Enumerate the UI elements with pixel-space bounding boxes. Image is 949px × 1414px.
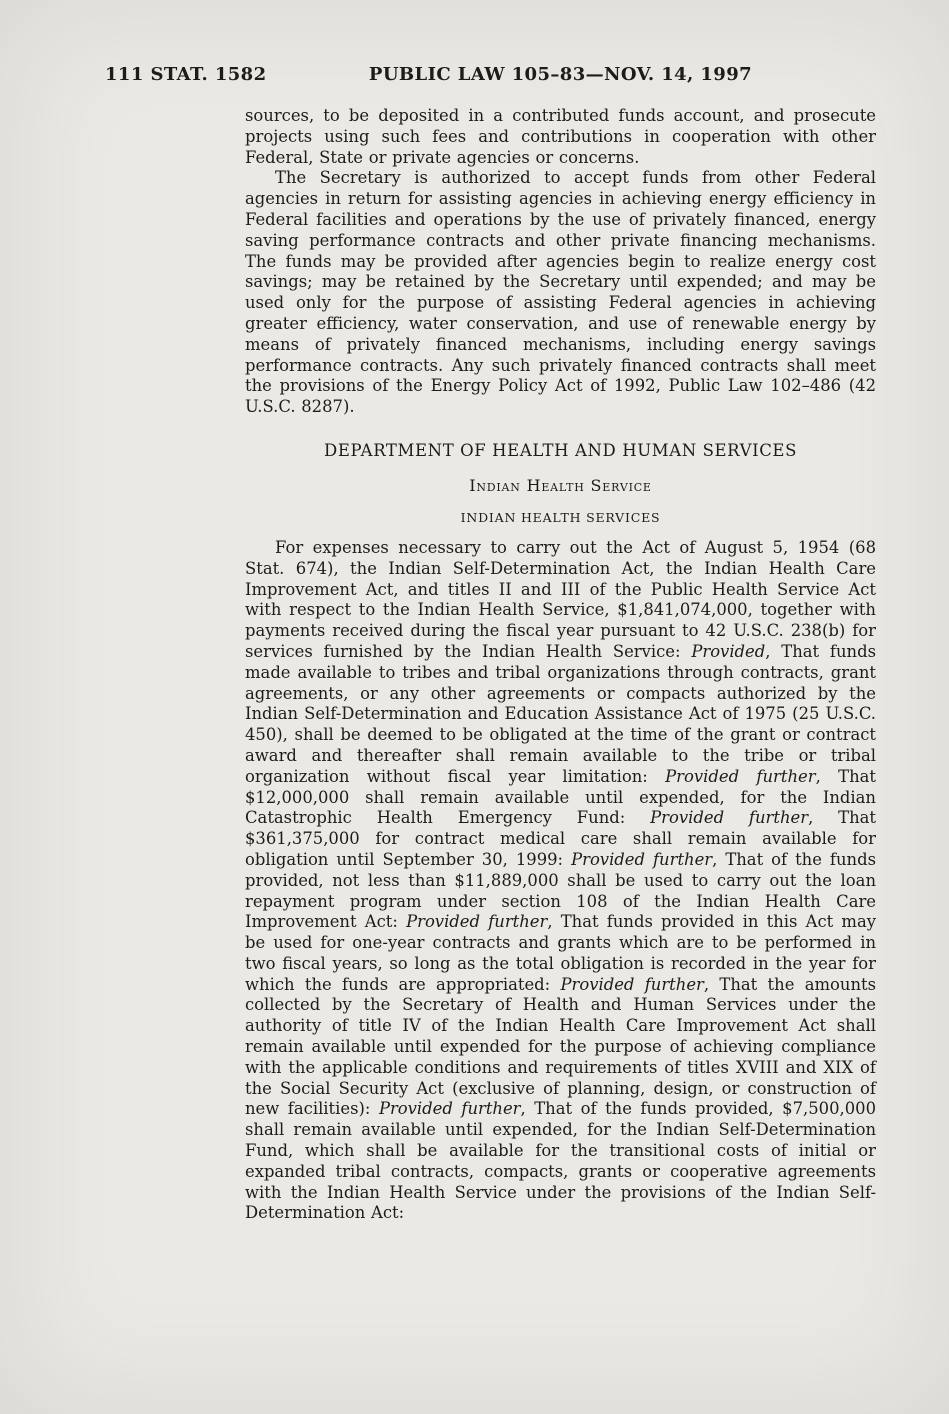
heading-indian-health-service: Indian Health Service [469,475,652,495]
heading-indian-health-services: INDIAN HEALTH SERVICES [460,509,661,525]
law-title: PUBLIC LAW 105–83—NOV. 14, 1997 [368,64,753,85]
body-text-column [245,106,876,1224]
running-head [0,64,949,90]
heading-department-hhs: DEPARTMENT OF HEALTH AND HUMAN SERVICES [324,440,797,460]
statute-page-number: 111 STAT. 1582 [105,64,267,85]
paragraph-ihs-appropriation: For expenses necessary to carry out the Act of August 5, 1954 (68 Stat. 674), the Indian Self-Determination Act, the Indian Health Care Improvement Act, and titles II and III of the Public Health Service Act with respect to the Indian Health Service, $1,841,074,000, together with payments received during the fiscal year pursuant to 42 U.S.C. 238(b) for services furnished by the Indian Health Service: Provided, That funds made available to tribes and tribal organizations through contracts, grant agreements, or any other agreements or compacts authorized by the Indian Self-Determination and Education Assistance Act of 1975 (25 U.S.C. 450), shall be deemed to be obligated at the time of the grant or contract award and thereafter shall remain available to the tribe or tribal organization without fiscal year limitation: Provided further, That $12,000,000 shall remain available until expended, for the Indian Catastrophic Health Emergency Fund: Provided further, That $361,375,000 for contract medical care shall remain available for obligation until September 30, 1999: Provided further, That of the funds provided, not less than $11,889,000 shall be used to carry out the loan repayment program under section 108 of the Indian Health Care Improvement Act: Provided further, That funds provided in this Act may be used for one-year contracts and grants which are to be performed in two fiscal years, so long as the total obligation is recorded in the year for which the funds are appropriated: Provided further, That the amounts collected by the Secretary of Health and Human Services under the authority of title IV of the Indian Health Care Improvement Act shall remain available until expended for the purpose of achieving compliance with the applicable conditions and requirements of titles XVIII and XIX of the Social Security Act (exclusive of planning, design, or construction of new facilities): Provided further, That of the funds provided, $7,500,000 shall remain available until expended, for the Indian Self-Determination Fund, which shall be available for the transitional costs of initial or expanded tribal contracts, compacts, grants or cooperative agreements with the Indian Health Service under the provisions of the Indian Self-Determination Act: [245,537,877,1223]
paragraph-secretary-energy-authority: The Secretary is authorized to accept funds from other Federal agencies in return for assisting agencies in achieving energy efficiency in Federal facilities and operations by the use of privately financed, energy saving performance contracts and other private financing mechanisms. The funds may be provided after agencies begin to realize energy cost savings; may be retained by the Secretary until expended; and may be used only for the purpose of assisting Federal agencies in achieving greater efficiency, water conservation, and use of renewable energy by means of privately financed mechanisms, including energy savings performance contracts. Any such privately financed contracts shall meet the provisions of the Energy Policy Act of 1992, Public Law 102–486 (42 U.S.C. 8287). [245,168,876,417]
paragraph-contributed-funds: sources, to be deposited in a contributed funds account, and prosecute projects using such fees and contributions in cooperation with other Federal, State or private agencies or concerns. [245,106,876,167]
